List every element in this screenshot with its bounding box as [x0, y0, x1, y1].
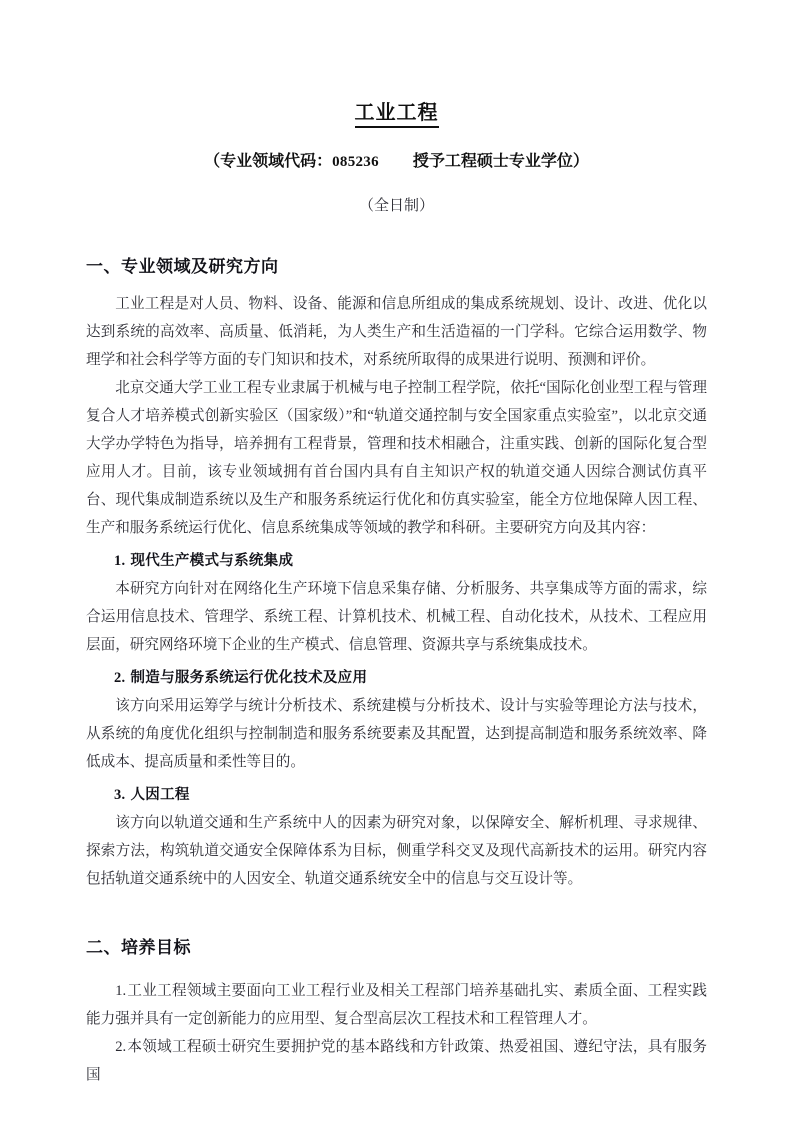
training-goal-text-1: 工业工程领域主要面向工业工程行业及相关工程部门培养基础扎实、素质全面、工程实践能力强并具有一定创新能力的应用型、复合型高层次工程技术和工程管理人才。	[86, 983, 707, 1028]
document-subtitle	[86, 124, 707, 173]
training-goal-number-2: 2.	[115, 1039, 127, 1056]
research-direction-number-1: 1.	[114, 553, 126, 570]
research-direction-title-2: 制造与服务系统运行优化技术及应用	[130, 670, 368, 687]
research-direction-heading-2	[86, 659, 707, 691]
document-title-text: 工业工程	[355, 100, 439, 128]
research-direction-number-2: 2.	[114, 670, 126, 687]
section-1-paragraph-1: 工业工程是对人员、物料、设备、能源和信息所组成的集成系统规划、设计、改进、优化以达到系统的高效率、高质量、低消耗，为人类生产和生活造福的一门学科。它综合运用数学、物理学和社会科学等方面的专门知识和技术，对系统所取得的成果进行说明、预测和评价。	[86, 296, 707, 369]
section-heading-2: 二、培养目标	[86, 938, 191, 959]
research-direction-number-3: 3.	[114, 787, 126, 804]
study-mode: （全日制）	[358, 197, 434, 214]
training-goal-text-2: 本领域工程硕士研究生要拥护党的基本路线和方针政策、热爱祖国、遵纪守法，具有服务国	[86, 1039, 707, 1084]
training-goal-number-1: 1.	[115, 983, 127, 1000]
research-direction-heading-1	[86, 542, 707, 574]
training-goal-2	[86, 1033, 707, 1089]
document-content	[86, 0, 707, 1089]
research-direction-body-2: 该方向采用运筹学与统计分析技术、系统建模与分析技术、设计与实验等理论方法与技术，从系统的角度优化组织与控制制造和服务系统要素及其配置，达到提高制造和服务系统效率、降低成本、提高质量和柔性等目的。	[86, 698, 707, 771]
research-direction-body-1: 本研究方向针对在网络化生产环境下信息采集存储、分析服务、共享集成等方面的需求，综合运用信息技术、管理学、系统工程、计算机技术、机械工程、自动化技术，从技术、工程应用层面，研究网络环境下企业的生产模式、信息管理、资源共享与系统集成技术。	[86, 581, 707, 654]
research-direction-body-3: 该方向以轨道交通和生产系统中人的因素为研究对象，以保障安全、解析机理、寻求规律、探索方法，构筑轨道交通安全保障体系为目标，侧重学科交叉及现代高新技术的运用。研究内容包括轨道交通系统中的人因安全、轨道交通系统安全中的信息与交互设计等。	[86, 815, 707, 888]
subtitle-suffix: 授予工程硕士专业学位）	[412, 151, 589, 170]
document-title	[86, 0, 707, 124]
research-direction-title-1: 现代生产模式与系统集成	[130, 553, 294, 570]
section-1-paragraph-2: 北京交通大学工业工程专业隶属于机械与电子控制工程学院，依托“国际化创业型工程与管理复合人才培养模式创新实验区（国家级）”和“轨道交通控制与安全国家重点实验室”，以北京交通大学办学特色为指导，培养拥有工程背景，管理和技术相融合，注重实践、创新的国际化复合型应用人才。目前，该专业领域拥有首台国内具有自主知识产权的轨道交通人因综合测试仿真平台、现代集成制造系统以及生产和服务系统运行优化和仿真实验室，能全方位地保障人因工程、生产和服务系统运行优化、信息系统集成等领域的教学和科研。主要研究方向及其内容：	[86, 380, 707, 537]
research-direction-title-3: 人因工程	[130, 787, 190, 804]
training-goal-1	[86, 959, 707, 1033]
program-code: 085236	[332, 154, 379, 170]
subtitle-prefix: （专业领域代码：	[204, 151, 333, 170]
research-direction-heading-3	[86, 776, 707, 808]
section-heading-1: 一、专业领域及研究方向	[86, 257, 279, 277]
